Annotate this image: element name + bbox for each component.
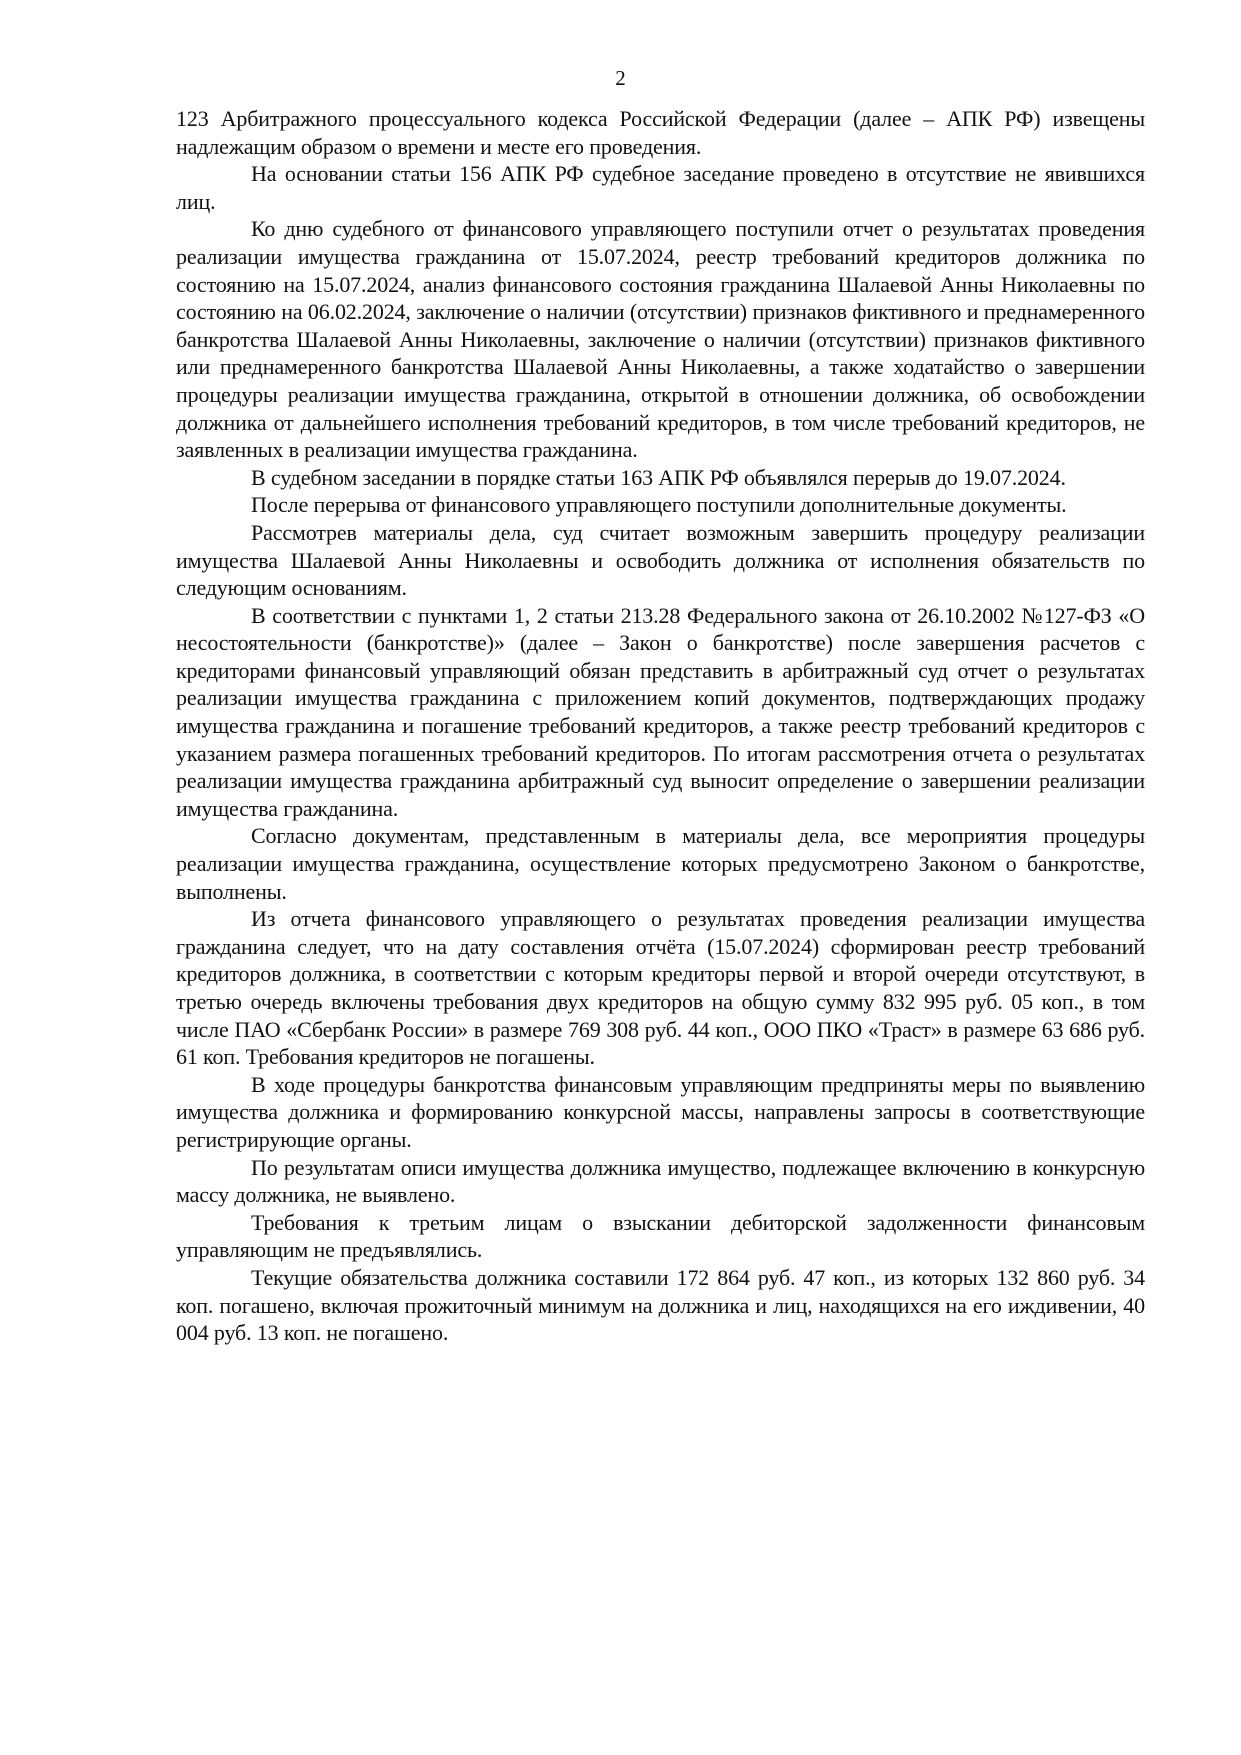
paragraph-inventory: По результатам описи имущества должника имущество, подлежащее включению в конкурсную массу должника, не выявлено. <box>176 1154 1145 1208</box>
paragraph-measures-completed: Согласно документам, представленным в материалы дела, все мероприятия процедуры реализации имущества гражданина, осуществление которых предусмотрено Законом о банкротстве, выполнены. <box>176 823 1145 904</box>
paragraph-asset-search: В ходе процедуры банкротства финансовым управляющим предприняты меры по выявлению имущества должника и формированию конкурсной массы, направлены запросы в соответствующие регистрирующие органы. <box>176 1071 1145 1152</box>
paragraph-recess: В судебном заседании в порядке статьи 163 АПК РФ объявлялся перерыв до 19.07.2024. <box>251 464 1066 490</box>
paragraph-third-party-claims: Требования к третьим лицам о взыскании дебиторской задолженности финансовым управляющим не предъявлялись. <box>176 1209 1145 1263</box>
paragraph-current-obligations: Текущие обязательства должника составили 172 864 руб. 47 коп., из которых 132 860 руб. 34 коп. погашено, включая прожиточный минимум на должника и лиц, находящихся на его иждивении, 40 004 руб. 13 коп. не погашено. <box>176 1264 1145 1346</box>
paragraph-notification: 123 Арбитражного процессуального кодекса Российской Федерации (далее – АПК РФ) извещены надлежащим образом о времени и месте его проведения. <box>176 106 1145 159</box>
paragraph-after-recess: После перерыва от финансового управляющего поступили дополнительные документы. <box>251 492 1067 518</box>
document-body <box>176 105 1145 1347</box>
paragraph-absence: На основании статьи 156 АПК РФ судебное заседание проведено в отсутствие не явившихся лиц. <box>176 161 1145 214</box>
page-number: 2 <box>615 66 626 90</box>
paragraph-court-decision: Рассмотрев материалы дела, суд считает возможным завершить процедуру реализации имущества Шалаевой Анны Николаевны и освободить должника от исполнения обязательств по следующим основаниям. <box>176 519 1145 601</box>
paragraph-creditor-register: Из отчета финансового управляющего о результатах проведения реализации имущества гражданина следует, что на дату составления отчёта (15.07.2024) сформирован реестр требований кредиторов должника, в соответствии с которым кредиторы первой и второй очереди отсутствуют, в третью очередь включены требования двух кредиторов на общую сумму 832 995 руб. 05 коп., в том числе ПАО «Сбербанк России» в размере 769 308 руб. 44 коп., ООО ПКО «Траст» в размере 63 686 руб. 61 коп. Требования кредиторов не погашены. <box>176 906 1145 1070</box>
paragraph-legal-basis: В соответствии с пунктами 1, 2 статьи 213.28 Федерального закона от 26.10.2002 №127-ФЗ «О несостоятельности (банкротстве)» (далее – Закон о банкротстве) после завершения расчетов с кредиторами финансовый управляющий обязан представить в арбитражный суд отчет о результатах реализации имущества гражданина с приложением копий документов, подтверждающих продажу имущества гражданина и погашение требований кредиторов, а также реестр требований кредиторов с указанием размера погашенных требований кредиторов. По итогам рассмотрения отчета о результатах реализации имущества гражданина арбитражный суд выносит определение о завершении реализации имущества гражданина. <box>176 602 1145 821</box>
paragraph-received-documents: Ко дню судебного от финансового управляющего поступили отчет о результатах проведения реализации имущества гражданина от 15.07.2024, реестр требований кредиторов должника по состоянию на 15.07.2024, анализ финансового состояния гражданина Шалаевой Анны Николаевны по состоянию на 06.02.2024, заключение о наличии (отсутствии) признаков фиктивного и преднамеренного банкротства Шалаевой Анны Николаевны, заключение о наличии (отсутствии) признаков фиктивного или преднамеренного банкротства Шалаевой Анны Николаевны, а также ходатайство о завершении процедуры реализации имущества гражданина, открытой в отношении должника, об освобождении должника от дальнейшего исполнения требований кредиторов, в том числе требований кредиторов, не заявленных в реализации имущества гражданина. <box>176 216 1145 463</box>
